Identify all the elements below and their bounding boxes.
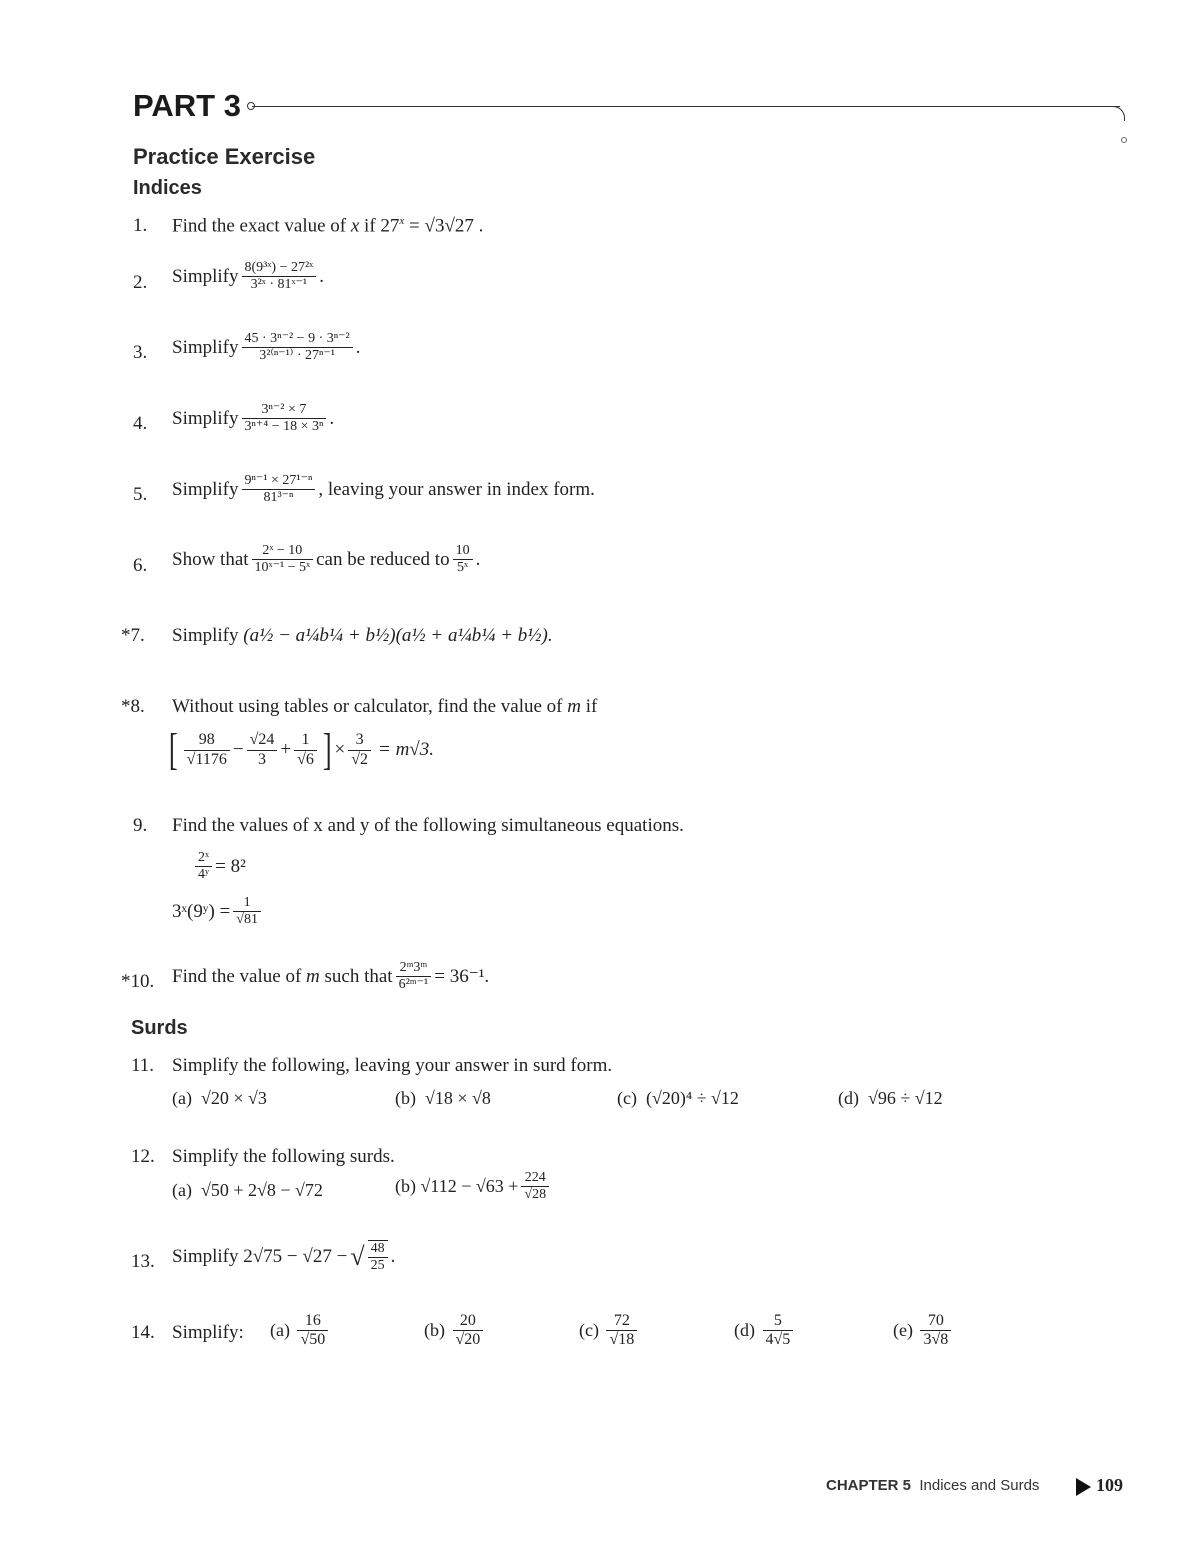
q14-text: Simplify: (172, 1322, 244, 1343)
q10-number: *10. (121, 971, 155, 992)
q11-a: (a) √20 × √3 (172, 1088, 267, 1108)
q14-b: (b) $\frac{20}{√20}$ (424, 1312, 486, 1350)
q11-d: (d) √96 ÷ √12 (838, 1088, 943, 1108)
q14-number: 14. (131, 1322, 155, 1343)
q2-text: Simplify $\frac{\text{8(9³ˣ) − 27²ˣ}}{\text{3²ˣ · 81ˣ⁻¹}}$ . (172, 260, 324, 293)
q11-text: Simplify the following, leaving your answer in surd form. (172, 1055, 613, 1076)
rule-end (1110, 106, 1125, 121)
q12-text: Simplify the following surds. (172, 1146, 395, 1167)
q9-number: 9. (133, 815, 148, 836)
q12-number: 12. (131, 1146, 155, 1167)
q2-fraction: $\frac{\text{8(9³ˣ) − 27²ˣ}}{\text{3²ˣ · 81ˣ⁻¹}}$ (242, 260, 317, 293)
q14-e: (e) $\frac{70}{3√8}$ (893, 1312, 954, 1350)
header-rule (252, 106, 1120, 107)
q10-text: Find the value of m such that $\frac{\text{2ᵐ3ᵐ}}{\text{6²ᵐ⁻¹}}$ = 36⁻¹. (172, 960, 490, 993)
q8-text: Without using tables or calculator, find the value of m if (172, 696, 598, 717)
q9-equation-1: $\frac{\text{2ˣ}}{\text{4ʸ}}$ = 8² (192, 850, 246, 883)
q4-number: 4. (133, 413, 148, 434)
rule-end-dot (1121, 137, 1127, 143)
q6-text: Show that $\frac{\text{2ˣ − 10}}{\text{10ˣ⁻¹ − 5ˣ}}$ can be reduced to $\frac{10}{\text{5ˣ}}$ . (172, 543, 481, 576)
part-title: PART 3 (133, 88, 241, 123)
section-heading: Practice Exercise (133, 144, 316, 169)
q13-text: Simplify 2√75 − √27 − √ $\frac{48}{25}$ . (172, 1241, 396, 1274)
q5-text: Simplify $\frac{\text{9ⁿ⁻¹ × 27¹⁻ⁿ}}{\text{81³⁻ⁿ}}$ , leaving your answer in index form. (172, 473, 595, 506)
q14-c: (c) $\frac{72}{√18}$ (579, 1312, 640, 1350)
q2-number: 2. (133, 272, 148, 293)
q12-a: (a) √50 + 2√8 − √72 (172, 1180, 323, 1200)
indices-heading: Indices (133, 177, 202, 199)
q12-b: (b) √112 − √63 + $\frac{224}{√28}$ (395, 1170, 552, 1203)
q11-b: (b) √18 × √8 (395, 1088, 491, 1108)
q7-text: Simplify (a½ − a¼b¼ + b½)(a½ + a¼b¼ + b½). (172, 625, 553, 646)
q9-equation-2: 3ˣ(9ʸ) = $\frac{1}{√81}$ (172, 895, 264, 928)
q14-d: (d) $\frac{5}{4√5}$ (734, 1312, 796, 1350)
q11-c: (c) (√20)⁴ ÷ √12 (617, 1088, 739, 1108)
q9-text: Find the values of x and y of the following simultaneous equations. (172, 815, 684, 836)
q6-fraction-1: $\frac{\text{2ˣ − 10}}{\text{10ˣ⁻¹ − 5ˣ}}$ (252, 543, 314, 576)
play-arrow-icon (1076, 1478, 1091, 1496)
surds-heading: Surds (131, 1017, 188, 1039)
q14-a: (a) $\frac{16}{√50}$ (270, 1312, 331, 1350)
q3-text: Simplify $\frac{\text{45 · 3ⁿ⁻² − 9 · 3ⁿ⁻²}}{\text{3²⁽ⁿ⁻¹⁾ · 27ⁿ⁻¹}}$ . (172, 331, 361, 364)
q1-text: Find the exact value of x if $27^x = √3√27$ . (172, 215, 484, 237)
q5-number: 5. (133, 484, 148, 505)
q13-number: 13. (131, 1251, 155, 1272)
q6-fraction-2: $\frac{10}{\text{5ˣ}}$ (453, 543, 473, 576)
q1-number: 1. (133, 215, 148, 236)
q8-number: *8. (121, 696, 145, 717)
q3-fraction: $\frac{\text{45 · 3ⁿ⁻² − 9 · 3ⁿ⁻²}}{\text{3²⁽ⁿ⁻¹⁾ · 27ⁿ⁻¹}}$ (242, 331, 353, 364)
q6-number: 6. (133, 555, 148, 576)
q8-equation: [ $\frac{98}{√1176}$ − $\frac{√24}{3}$ + $\frac{1}{√6}$ ] × $\frac{3}{√2}$ = m√3. (168, 725, 434, 774)
q11-number: 11. (131, 1055, 155, 1076)
q5-fraction: $\frac{\text{9ⁿ⁻¹ × 27¹⁻ⁿ}}{\text{81³⁻ⁿ}}$ (242, 473, 316, 506)
q4-text: Simplify $\frac{\text{3ⁿ⁻² × 7}}{\text{3ⁿ⁺⁴ − 18 × 3ⁿ}}$ . (172, 402, 335, 435)
q4-fraction: $\frac{\text{3ⁿ⁻² × 7}}{\text{3ⁿ⁺⁴ − 18 × 3ⁿ}}$ (242, 402, 327, 435)
page-number: 109 (1096, 1475, 1123, 1495)
q3-number: 3. (133, 342, 148, 363)
footer-chapter: CHAPTER 5 Indices and Surds (826, 1477, 1040, 1494)
q7-number: *7. (121, 625, 145, 646)
